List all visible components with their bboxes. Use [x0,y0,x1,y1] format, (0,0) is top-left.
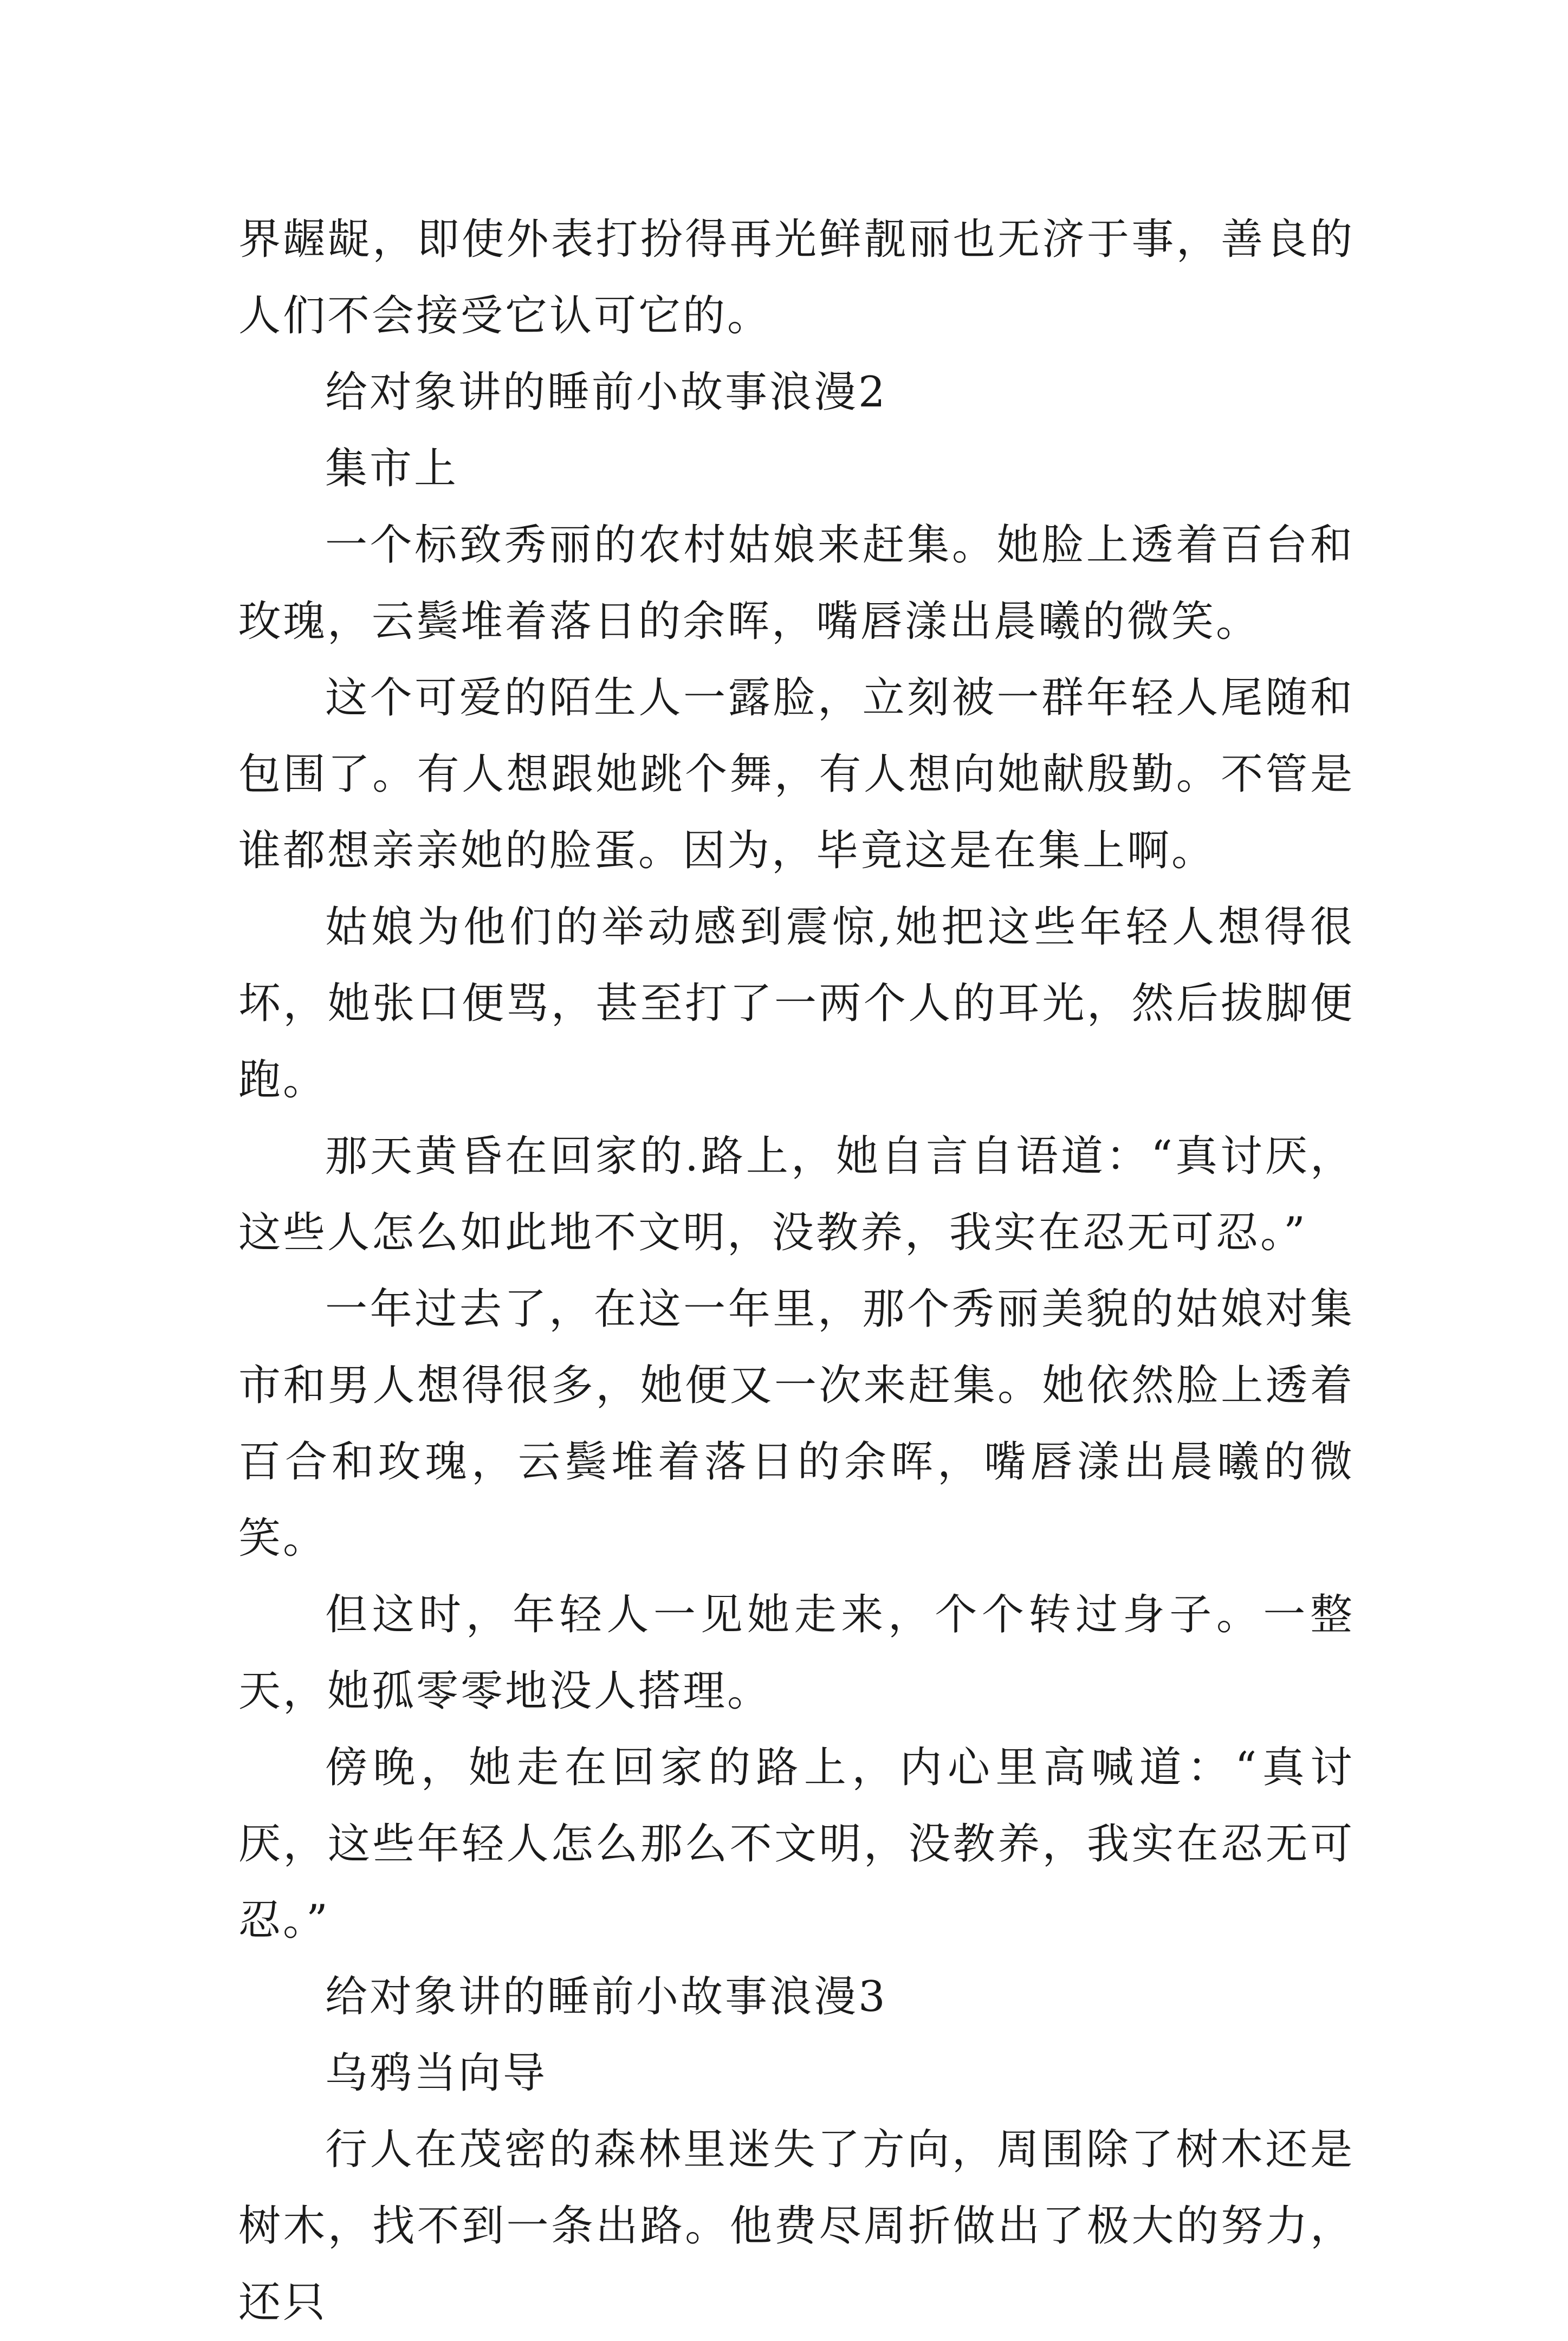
paragraph: 傍晚，她走在回家的路上，内心里高喊道：“真讨厌，这些年轻人怎么那么不文明，没教养，我实在忍无可忍。” [238,1743,1355,1945]
paragraph: 但这时，年轻人一见她走来，个个转过身子。一整天，她孤零零地没人搭理。 [238,1590,1355,1716]
paragraph: 姑娘为他们的举动感到震惊,她把这些年轻人想得很坏，她张口便骂，甚至打了一两个人的耳光，然后拔脚便跑。 [238,903,1355,1104]
story-title-crow: 乌鸦当向导 [325,2049,548,2098]
document-body [238,202,1355,2341]
paragraph-continuation: 界龌龊，即使外表打扮得再光鲜靓丽也无济于事，善良的人们不会接受它认可它的。 [238,215,1355,340]
section-heading-3: 给对象讲的睡前小故事浪漫3 [325,1973,887,2021]
section-heading-2: 给对象讲的睡前小故事浪漫2 [325,368,887,417]
paragraph: 一个标致秀丽的农村姑娘来赶集。她脸上透着百台和玫瑰，云鬓堆着落日的余晖，嘴唇漾出晨曦的微笑。 [238,521,1355,646]
paragraph: 行人在茂密的森林里迷失了方向，周围除了树木还是树木，找不到一条出路。他费尽周折做出了极大的努力，还只 [238,2125,1355,2327]
paragraph: 那天黄昏在回家的.路上，她自言自语道：“真讨厌，这些人怎么如此地不文明，没教养，我实在忍无可忍。” [238,1132,1355,1257]
paragraph: 这个可爱的陌生人一露脸，立刻被一群年轻人尾随和包围了。有人想跟她跳个舞，有人想向她献殷勤。不管是谁都想亲亲她的脸蛋。因为，毕竟这是在集上啊。 [238,674,1355,875]
story-title-market: 集市上 [325,444,459,493]
paragraph: 一年过去了，在这一年里，那个秀丽美貌的姑娘对集市和男人想得很多，她便又一次来赶集。她依然脸上透着百合和玫瑰，云鬓堆着落日的余晖，嘴唇漾出晨曦的微笑。 [238,1285,1355,1563]
